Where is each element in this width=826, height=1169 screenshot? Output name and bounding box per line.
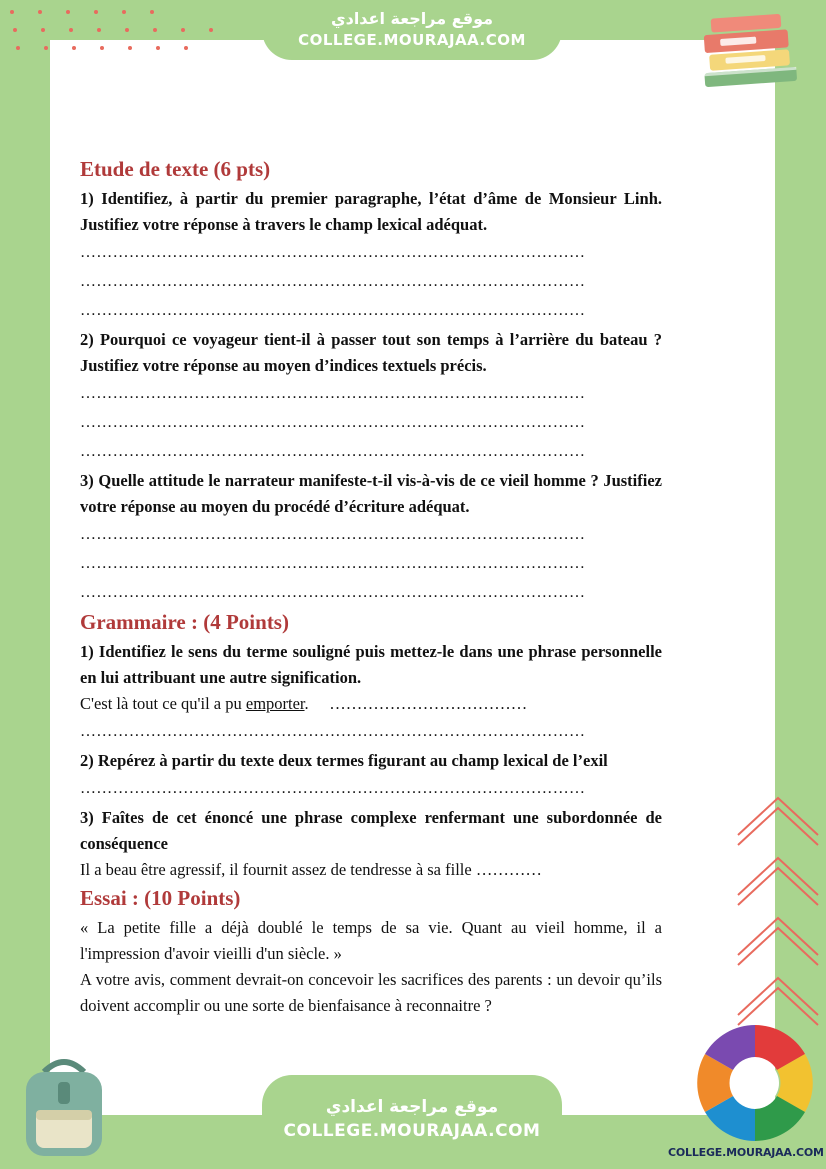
answer-line[interactable]: …………………………………………………………………………………	[80, 555, 586, 572]
decorative-dot	[38, 10, 42, 14]
decorative-dot	[10, 10, 14, 14]
answer-line[interactable]: …………………………………………………………………………………	[80, 526, 586, 543]
essai-title: Essai : (10 Points)	[80, 886, 241, 910]
decorative-dot	[181, 28, 185, 32]
decorative-dot	[41, 28, 45, 32]
answer-line[interactable]: …………………………………………………………………………………	[80, 414, 586, 431]
decorative-dot	[69, 28, 73, 32]
decorative-dot	[150, 10, 154, 14]
answer-line[interactable]: …………………………………………………………………………………	[80, 780, 586, 797]
underlined-term: emporter	[245, 694, 305, 713]
decorative-dot	[122, 10, 126, 14]
sentence-end: .	[304, 694, 309, 713]
footer-logo-text: COLLEGE.MOURAJAA.COM	[668, 1146, 824, 1159]
decorative-dot	[97, 28, 101, 32]
decorative-dot	[100, 46, 104, 50]
header-url: COLLEGE.MOURAJAA.COM	[298, 31, 526, 49]
answer-line-short[interactable]: ………………………………	[329, 694, 528, 713]
header-banner	[262, 0, 562, 60]
answer-line[interactable]: …………………………………………………………………………………	[80, 584, 586, 601]
exam-content	[80, 156, 662, 1019]
decorative-dot	[125, 28, 129, 32]
decorative-dot	[13, 28, 17, 32]
books-stack-icon	[695, 12, 805, 92]
grammaire-sentence-3: Il a beau être agressif, il fournit assez de tendresse à sa fille …………	[80, 860, 542, 879]
decorative-dot	[94, 10, 98, 14]
education-wheel-icon	[694, 1022, 816, 1144]
footer-arabic-title: موقع مراجعة اعدادي	[325, 1097, 499, 1117]
etude-question-3: 3) Quelle attitude le narrateur manifeste-t-il vis-à-vis de ce vieil homme ? Justifiez votre réponse au moyen du procédé d’écriture adéquat.	[80, 471, 662, 516]
grammaire-question-1: 1) Identifiez le sens du terme souligné puis mettez-le dans une phrase personnelle en lui attribuant une autre signification.	[80, 642, 662, 687]
answer-line[interactable]: …………………………………………………………………………………	[80, 723, 586, 740]
decorative-dot	[128, 46, 132, 50]
header-arabic-title: موقع مراجعة اعدادي	[330, 9, 494, 28]
essai-question: A votre avis, comment devrait-on concevoir les sacrifices des parents : un devoir qu’ils doivent accomplir ou une sorte de bienfaisance à reconnaitre ?	[80, 970, 662, 1015]
grammaire-title: Grammaire : (4 Points)	[80, 610, 289, 634]
etude-question-2: 2) Pourquoi ce voyageur tient-il à passer tout son temps à l’arrière du bateau ? Justifiez votre réponse au moyen d’indices textuels précis.	[80, 330, 662, 375]
grammaire-sentence-1	[80, 691, 662, 717]
decorative-dot	[66, 10, 70, 14]
answer-line[interactable]: …………………………………………………………………………………	[80, 273, 586, 290]
decorative-dot	[44, 46, 48, 50]
decorative-dot	[72, 46, 76, 50]
decorative-dot	[153, 28, 157, 32]
answer-line[interactable]: …………………………………………………………………………………	[80, 443, 586, 460]
decorative-dot	[156, 46, 160, 50]
grammaire-question-3: 3) Faîtes de cet énoncé une phrase complexe renfermant une subordonnée de conséquence	[80, 808, 662, 853]
essai-quote: « La petite fille a déjà doublé le temps de sa vie. Quant au vieil homme, il a l'impression d'avoir vieilli d'un siècle. »	[80, 918, 662, 963]
grammaire-question-2: 2) Repérez à partir du texte deux termes figurant au champ lexical de l’exil	[80, 751, 608, 770]
chevron-up-icon	[733, 790, 823, 1030]
sentence-start: C'est là tout ce qu'il a pu	[80, 694, 246, 713]
footer-url: COLLEGE.MOURAJAA.COM	[283, 1121, 541, 1141]
footer-banner	[262, 1075, 562, 1169]
etude-question-1: 1) Identifiez, à partir du premier paragraphe, l’état d’âme de Monsieur Linh. Justifiez votre réponse à travers le champ lexical adéquat.	[80, 189, 662, 234]
decorative-dot	[184, 46, 188, 50]
answer-line[interactable]: …………………………………………………………………………………	[80, 385, 586, 402]
answer-line[interactable]: …………………………………………………………………………………	[80, 302, 586, 319]
answer-line[interactable]: …………………………………………………………………………………	[80, 244, 586, 261]
backpack-icon	[14, 1052, 114, 1162]
decorative-dot	[209, 28, 213, 32]
decorative-dot	[16, 46, 20, 50]
etude-title: Etude de texte (6 pts)	[80, 157, 271, 181]
